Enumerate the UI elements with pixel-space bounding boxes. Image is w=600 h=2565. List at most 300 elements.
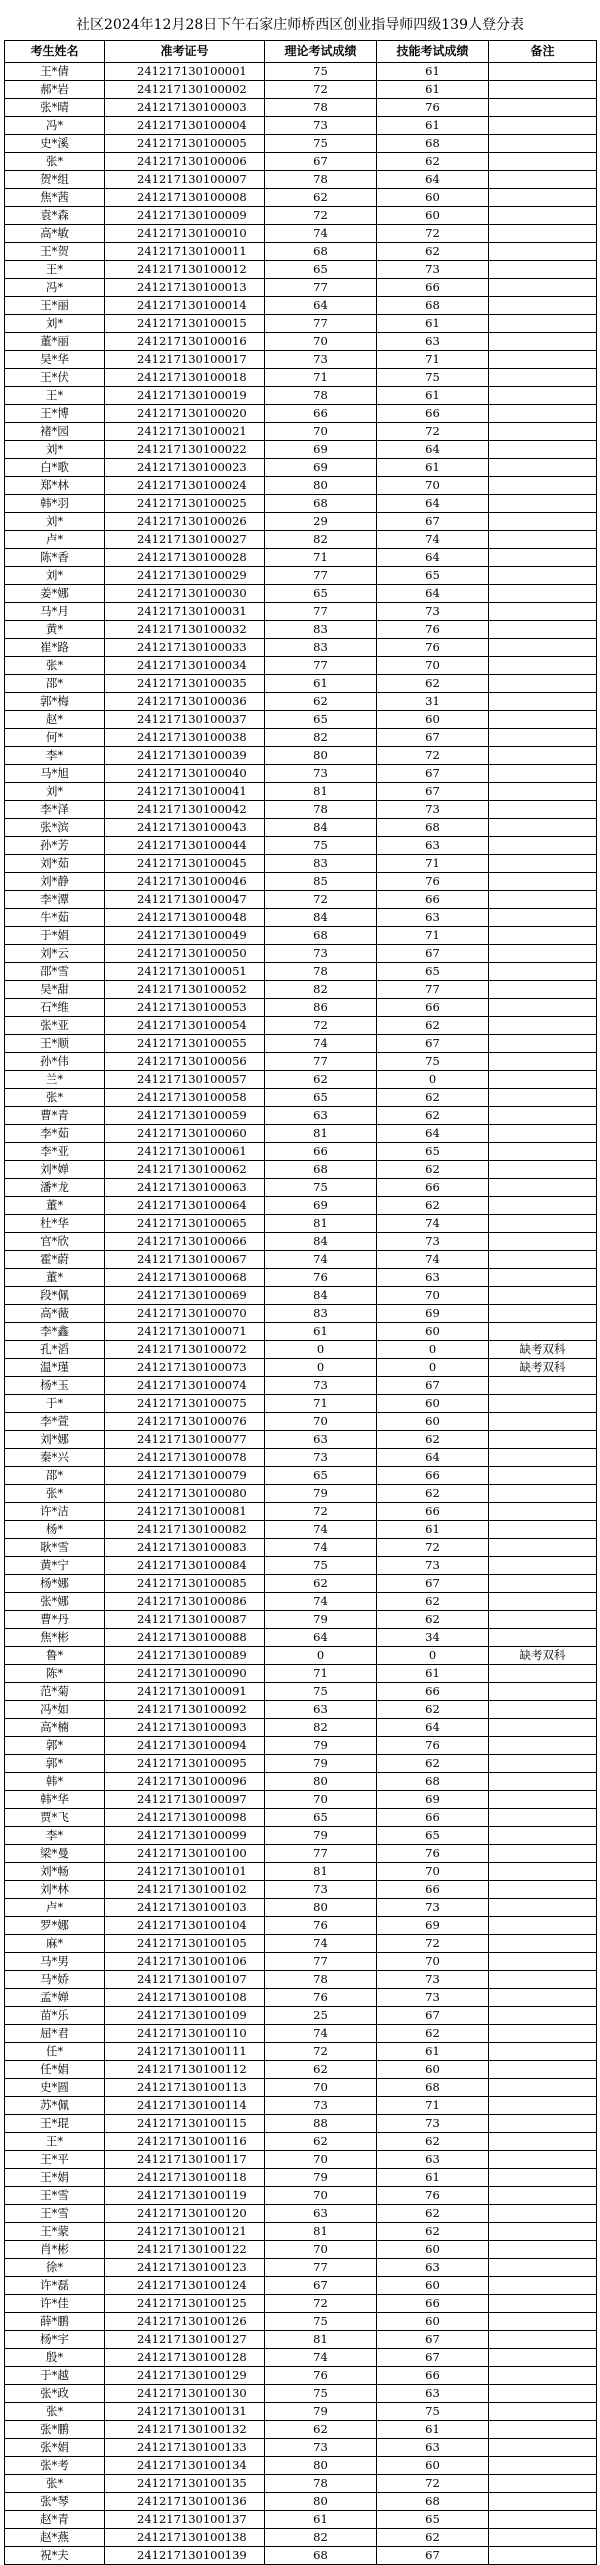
- cell-ticket-number: 241217130100025: [105, 495, 265, 513]
- cell-skill-score: 62: [377, 1161, 489, 1179]
- cell-ticket-number: 241217130100024: [105, 477, 265, 495]
- cell-remarks: [489, 1863, 597, 1881]
- cell-remarks: [489, 801, 597, 819]
- cell-skill-score: 62: [377, 1755, 489, 1773]
- cell-name: 刘*: [5, 513, 105, 531]
- cell-name: 刘*娜: [5, 1431, 105, 1449]
- cell-skill-score: 70: [377, 657, 489, 675]
- cell-ticket-number: 241217130100045: [105, 855, 265, 873]
- cell-name: 邵*: [5, 675, 105, 693]
- cell-theory-score: 78: [265, 99, 377, 117]
- cell-ticket-number: 241217130100060: [105, 1125, 265, 1143]
- cell-skill-score: 67: [377, 2547, 489, 2565]
- cell-theory-score: 82: [265, 981, 377, 999]
- table-row: [5, 351, 597, 369]
- cell-remarks: [489, 423, 597, 441]
- cell-remarks: [489, 1539, 597, 1557]
- cell-skill-score: 70: [377, 477, 489, 495]
- cell-skill-score: 68: [377, 2079, 489, 2097]
- cell-name: 王*雪: [5, 2205, 105, 2223]
- cell-remarks: [489, 243, 597, 261]
- cell-name: 韩*羽: [5, 495, 105, 513]
- table-row: [5, 2421, 597, 2439]
- cell-ticket-number: 241217130100028: [105, 549, 265, 567]
- cell-name: 任*娟: [5, 2061, 105, 2079]
- table-row: [5, 1377, 597, 1395]
- cell-theory-score: 77: [265, 603, 377, 621]
- table-row: [5, 2475, 597, 2493]
- table-row: [5, 729, 597, 747]
- cell-ticket-number: 241217130100128: [105, 2349, 265, 2367]
- table-row: [5, 873, 597, 891]
- cell-ticket-number: 241217130100109: [105, 2007, 265, 2025]
- cell-name: 刘*静: [5, 873, 105, 891]
- table-row: [5, 621, 597, 639]
- cell-name: 马*月: [5, 603, 105, 621]
- cell-remarks: [489, 765, 597, 783]
- cell-skill-score: 63: [377, 2259, 489, 2277]
- cell-name: 许*磊: [5, 2277, 105, 2295]
- cell-name: 张*: [5, 2475, 105, 2493]
- table-row: [5, 2385, 597, 2403]
- cell-name: 刘*茹: [5, 855, 105, 873]
- cell-name: 马*男: [5, 1953, 105, 1971]
- cell-skill-score: 66: [377, 891, 489, 909]
- cell-theory-score: 75: [265, 837, 377, 855]
- cell-ticket-number: 241217130100112: [105, 2061, 265, 2079]
- cell-skill-score: 69: [377, 1917, 489, 1935]
- cell-ticket-number: 241217130100125: [105, 2295, 265, 2313]
- cell-remarks: [489, 1413, 597, 1431]
- cell-remarks: [489, 1215, 597, 1233]
- cell-ticket-number: 241217130100123: [105, 2259, 265, 2277]
- cell-name: 耿*雪: [5, 1539, 105, 1557]
- cell-remarks: [489, 1629, 597, 1647]
- table-row: [5, 2169, 597, 2187]
- cell-skill-score: 66: [377, 2295, 489, 2313]
- table-row: [5, 81, 597, 99]
- cell-skill-score: 70: [377, 1953, 489, 1971]
- cell-skill-score: 73: [377, 2115, 489, 2133]
- cell-ticket-number: 241217130100087: [105, 1611, 265, 1629]
- cell-remarks: [489, 225, 597, 243]
- cell-remarks: [489, 1431, 597, 1449]
- cell-name: 王*: [5, 261, 105, 279]
- table-row: [5, 981, 597, 999]
- cell-name: 王*顺: [5, 1035, 105, 1053]
- cell-skill-score: 67: [377, 765, 489, 783]
- cell-ticket-number: 241217130100009: [105, 207, 265, 225]
- cell-ticket-number: 241217130100026: [105, 513, 265, 531]
- table-row: [5, 333, 597, 351]
- cell-skill-score: 61: [377, 81, 489, 99]
- cell-name: 张*娟: [5, 2439, 105, 2457]
- cell-remarks: [489, 1485, 597, 1503]
- cell-skill-score: 76: [377, 1737, 489, 1755]
- cell-name: 杜*华: [5, 1215, 105, 1233]
- cell-theory-score: 75: [265, 1683, 377, 1701]
- table-row: [5, 891, 597, 909]
- table-row: [5, 477, 597, 495]
- cell-remarks: [489, 1179, 597, 1197]
- table-row: [5, 2511, 597, 2529]
- table-row: [5, 2223, 597, 2241]
- cell-remarks: [489, 603, 597, 621]
- cell-name: 陈*: [5, 1665, 105, 1683]
- cell-ticket-number: 241217130100022: [105, 441, 265, 459]
- cell-theory-score: 65: [265, 711, 377, 729]
- cell-ticket-number: 241217130100049: [105, 927, 265, 945]
- cell-theory-score: 72: [265, 2295, 377, 2313]
- cell-theory-score: 71: [265, 369, 377, 387]
- table-row: [5, 1575, 597, 1593]
- cell-remarks: [489, 135, 597, 153]
- cell-name: 牛*茹: [5, 909, 105, 927]
- cell-name: 杨*宇: [5, 2331, 105, 2349]
- cell-theory-score: 75: [265, 1557, 377, 1575]
- cell-ticket-number: 241217130100075: [105, 1395, 265, 1413]
- cell-remarks: [489, 2475, 597, 2493]
- cell-ticket-number: 241217130100014: [105, 297, 265, 315]
- cell-skill-score: 68: [377, 1773, 489, 1791]
- cell-name: 刘*云: [5, 945, 105, 963]
- cell-name: 王*娟: [5, 2169, 105, 2187]
- cell-skill-score: 0: [377, 1359, 489, 1377]
- cell-name: 白*歌: [5, 459, 105, 477]
- cell-ticket-number: 241217130100103: [105, 1899, 265, 1917]
- cell-ticket-number: 241217130100086: [105, 1593, 265, 1611]
- cell-name: 李*鑫: [5, 1323, 105, 1341]
- cell-skill-score: 61: [377, 315, 489, 333]
- cell-skill-score: 61: [377, 63, 489, 81]
- cell-ticket-number: 241217130100063: [105, 1179, 265, 1197]
- cell-name: 李*: [5, 747, 105, 765]
- cell-skill-score: 60: [377, 2277, 489, 2295]
- cell-theory-score: 68: [265, 1161, 377, 1179]
- cell-remarks: [489, 1899, 597, 1917]
- cell-skill-score: 76: [377, 2187, 489, 2205]
- table-row: [5, 2547, 597, 2565]
- cell-ticket-number: 241217130100040: [105, 765, 265, 783]
- cell-skill-score: 63: [377, 837, 489, 855]
- cell-theory-score: 71: [265, 1395, 377, 1413]
- cell-remarks: [489, 693, 597, 711]
- cell-remarks: [489, 1503, 597, 1521]
- cell-ticket-number: 241217130100122: [105, 2241, 265, 2259]
- cell-remarks: [489, 1017, 597, 1035]
- cell-name: 韩*: [5, 1773, 105, 1791]
- table-row: [5, 1233, 597, 1251]
- cell-skill-score: 62: [377, 1107, 489, 1125]
- cell-ticket-number: 241217130100084: [105, 1557, 265, 1575]
- cell-ticket-number: 241217130100133: [105, 2439, 265, 2457]
- cell-ticket-number: 241217130100036: [105, 693, 265, 711]
- cell-theory-score: 64: [265, 297, 377, 315]
- cell-remarks: [489, 2421, 597, 2439]
- cell-name: 马*娇: [5, 1971, 105, 1989]
- cell-skill-score: 60: [377, 1413, 489, 1431]
- cell-theory-score: 78: [265, 1971, 377, 1989]
- cell-skill-score: 73: [377, 801, 489, 819]
- cell-ticket-number: 241217130100023: [105, 459, 265, 477]
- cell-name: 张*娜: [5, 1593, 105, 1611]
- cell-ticket-number: 241217130100113: [105, 2079, 265, 2097]
- table-row: [5, 1539, 597, 1557]
- cell-remarks: [489, 1233, 597, 1251]
- table-row: [5, 2133, 597, 2151]
- cell-name: 祝*夫: [5, 2547, 105, 2565]
- cell-theory-score: 65: [265, 1809, 377, 1827]
- cell-name: 张*: [5, 1089, 105, 1107]
- cell-remarks: [489, 1845, 597, 1863]
- table-row: [5, 1989, 597, 2007]
- cell-remarks: [489, 2061, 597, 2079]
- cell-name: 刘*: [5, 783, 105, 801]
- cell-skill-score: 67: [377, 513, 489, 531]
- cell-remarks: [489, 927, 597, 945]
- table-row: [5, 2007, 597, 2025]
- table-row: [5, 1701, 597, 1719]
- table-row: [5, 2241, 597, 2259]
- cell-skill-score: 61: [377, 2421, 489, 2439]
- cell-remarks: 缺考双科: [489, 1647, 597, 1665]
- cell-ticket-number: 241217130100030: [105, 585, 265, 603]
- cell-skill-score: 74: [377, 1251, 489, 1269]
- cell-ticket-number: 241217130100018: [105, 369, 265, 387]
- table-row: [5, 1269, 597, 1287]
- table-row: [5, 1341, 597, 1359]
- cell-remarks: [489, 2493, 597, 2511]
- cell-ticket-number: 241217130100136: [105, 2493, 265, 2511]
- table-row: [5, 1863, 597, 1881]
- cell-skill-score: 61: [377, 1521, 489, 1539]
- cell-name: 杨*娜: [5, 1575, 105, 1593]
- cell-name: 冯*: [5, 117, 105, 135]
- table-row: [5, 603, 597, 621]
- cell-theory-score: 83: [265, 639, 377, 657]
- cell-remarks: [489, 1809, 597, 1827]
- cell-ticket-number: 241217130100099: [105, 1827, 265, 1845]
- cell-remarks: [489, 837, 597, 855]
- cell-name: 王*琨: [5, 2115, 105, 2133]
- table-row: [5, 837, 597, 855]
- cell-ticket-number: 241217130100114: [105, 2097, 265, 2115]
- table-body: [5, 63, 597, 2565]
- cell-name: 王*贺: [5, 243, 105, 261]
- cell-remarks: [489, 1881, 597, 1899]
- cell-theory-score: 73: [265, 945, 377, 963]
- cell-ticket-number: 241217130100004: [105, 117, 265, 135]
- cell-name: 杨*玉: [5, 1377, 105, 1395]
- table-row: [5, 2367, 597, 2385]
- table-header-row: [5, 41, 597, 63]
- cell-theory-score: 80: [265, 1899, 377, 1917]
- cell-skill-score: 62: [377, 1197, 489, 1215]
- cell-theory-score: 25: [265, 2007, 377, 2025]
- cell-remarks: [489, 2007, 597, 2025]
- cell-theory-score: 81: [265, 783, 377, 801]
- cell-ticket-number: 241217130100006: [105, 153, 265, 171]
- cell-skill-score: 61: [377, 2043, 489, 2061]
- cell-name: 董*: [5, 1197, 105, 1215]
- cell-ticket-number: 241217130100115: [105, 2115, 265, 2133]
- cell-name: 何*: [5, 729, 105, 747]
- cell-skill-score: 75: [377, 2403, 489, 2421]
- cell-name: 李*: [5, 1827, 105, 1845]
- cell-name: 麻*: [5, 1935, 105, 1953]
- cell-name: 冯*: [5, 279, 105, 297]
- cell-theory-score: 61: [265, 1323, 377, 1341]
- cell-name: 兰*: [5, 1071, 105, 1089]
- cell-theory-score: 79: [265, 1737, 377, 1755]
- cell-name: 郭*: [5, 1755, 105, 1773]
- cell-theory-score: 73: [265, 1881, 377, 1899]
- cell-ticket-number: 241217130100106: [105, 1953, 265, 1971]
- cell-ticket-number: 241217130100067: [105, 1251, 265, 1269]
- cell-theory-score: 73: [265, 351, 377, 369]
- cell-remarks: [489, 513, 597, 531]
- cell-theory-score: 62: [265, 693, 377, 711]
- cell-theory-score: 85: [265, 873, 377, 891]
- cell-skill-score: 60: [377, 1395, 489, 1413]
- cell-theory-score: 76: [265, 1917, 377, 1935]
- cell-remarks: [489, 1377, 597, 1395]
- table-row: [5, 2079, 597, 2097]
- cell-name: 王*伏: [5, 369, 105, 387]
- cell-theory-score: 68: [265, 2547, 377, 2565]
- cell-skill-score: 61: [377, 1665, 489, 1683]
- table-row: [5, 1215, 597, 1233]
- cell-theory-score: 68: [265, 927, 377, 945]
- cell-skill-score: 65: [377, 963, 489, 981]
- cell-skill-score: 60: [377, 1323, 489, 1341]
- cell-skill-score: 66: [377, 1809, 489, 1827]
- cell-ticket-number: 241217130100017: [105, 351, 265, 369]
- cell-skill-score: 68: [377, 297, 489, 315]
- cell-remarks: [489, 297, 597, 315]
- table-row: [5, 279, 597, 297]
- table-row: [5, 1647, 597, 1665]
- table-row: [5, 2439, 597, 2457]
- cell-theory-score: 84: [265, 1233, 377, 1251]
- cell-theory-score: 82: [265, 729, 377, 747]
- cell-skill-score: 67: [377, 783, 489, 801]
- cell-remarks: [489, 2457, 597, 2475]
- cell-remarks: [489, 783, 597, 801]
- table-row: [5, 171, 597, 189]
- table-row: [5, 1413, 597, 1431]
- cell-remarks: [489, 2511, 597, 2529]
- cell-theory-score: 74: [265, 1251, 377, 1269]
- cell-theory-score: 72: [265, 891, 377, 909]
- cell-name: 许*洁: [5, 1503, 105, 1521]
- cell-remarks: [489, 999, 597, 1017]
- table-row: [5, 369, 597, 387]
- table-row: [5, 1665, 597, 1683]
- cell-skill-score: 63: [377, 1269, 489, 1287]
- cell-remarks: [489, 189, 597, 207]
- table-row: [5, 315, 597, 333]
- cell-name: 郝*岩: [5, 81, 105, 99]
- table-row: [5, 1467, 597, 1485]
- cell-skill-score: 64: [377, 1125, 489, 1143]
- cell-name: 贺*组: [5, 171, 105, 189]
- cell-remarks: [489, 1107, 597, 1125]
- cell-theory-score: 74: [265, 1539, 377, 1557]
- cell-ticket-number: 241217130100124: [105, 2277, 265, 2295]
- cell-remarks: [489, 2097, 597, 2115]
- table-row: [5, 1449, 597, 1467]
- table-row: [5, 2187, 597, 2205]
- cell-ticket-number: 241217130100097: [105, 1791, 265, 1809]
- cell-remarks: [489, 261, 597, 279]
- table-row: [5, 1683, 597, 1701]
- cell-remarks: [489, 1989, 597, 2007]
- cell-remarks: [489, 2385, 597, 2403]
- cell-ticket-number: 241217130100055: [105, 1035, 265, 1053]
- cell-remarks: 缺考双科: [489, 1359, 597, 1377]
- cell-ticket-number: 241217130100015: [105, 315, 265, 333]
- cell-theory-score: 80: [265, 1773, 377, 1791]
- cell-ticket-number: 241217130100069: [105, 1287, 265, 1305]
- table-row: [5, 1935, 597, 1953]
- cell-name: 郭*梅: [5, 693, 105, 711]
- cell-ticket-number: 241217130100050: [105, 945, 265, 963]
- cell-name: 刘*林: [5, 1881, 105, 1899]
- cell-remarks: [489, 1593, 597, 1611]
- cell-remarks: [489, 333, 597, 351]
- table-row: [5, 567, 597, 585]
- table-row: [5, 963, 597, 981]
- cell-theory-score: 70: [265, 1791, 377, 1809]
- cell-remarks: [489, 621, 597, 639]
- cell-remarks: [489, 1773, 597, 1791]
- cell-name: 段*佩: [5, 1287, 105, 1305]
- cell-ticket-number: 241217130100116: [105, 2133, 265, 2151]
- cell-theory-score: 76: [265, 2367, 377, 2385]
- cell-theory-score: 88: [265, 2115, 377, 2133]
- table-row: [5, 1017, 597, 1035]
- cell-remarks: [489, 1935, 597, 1953]
- cell-ticket-number: 241217130100095: [105, 1755, 265, 1773]
- cell-name: 刘*畅: [5, 1863, 105, 1881]
- cell-ticket-number: 241217130100008: [105, 189, 265, 207]
- cell-name: 王*平: [5, 2151, 105, 2169]
- cell-ticket-number: 241217130100131: [105, 2403, 265, 2421]
- cell-name: 焦*茜: [5, 189, 105, 207]
- cell-skill-score: 66: [377, 2367, 489, 2385]
- table-row: [5, 675, 597, 693]
- cell-remarks: [489, 981, 597, 999]
- cell-skill-score: 64: [377, 585, 489, 603]
- cell-ticket-number: 241217130100061: [105, 1143, 265, 1161]
- cell-theory-score: 84: [265, 1287, 377, 1305]
- cell-remarks: [489, 531, 597, 549]
- cell-name: 李*茹: [5, 1125, 105, 1143]
- cell-ticket-number: 241217130100092: [105, 1701, 265, 1719]
- cell-skill-score: 60: [377, 207, 489, 225]
- cell-ticket-number: 241217130100073: [105, 1359, 265, 1377]
- cell-ticket-number: 241217130100104: [105, 1917, 265, 1935]
- cell-theory-score: 70: [265, 423, 377, 441]
- table-row: [5, 1809, 597, 1827]
- cell-name: 张*: [5, 1485, 105, 1503]
- cell-theory-score: 63: [265, 2205, 377, 2223]
- cell-theory-score: 77: [265, 1053, 377, 1071]
- cell-remarks: [489, 1305, 597, 1323]
- cell-skill-score: 72: [377, 423, 489, 441]
- cell-name: 王*: [5, 387, 105, 405]
